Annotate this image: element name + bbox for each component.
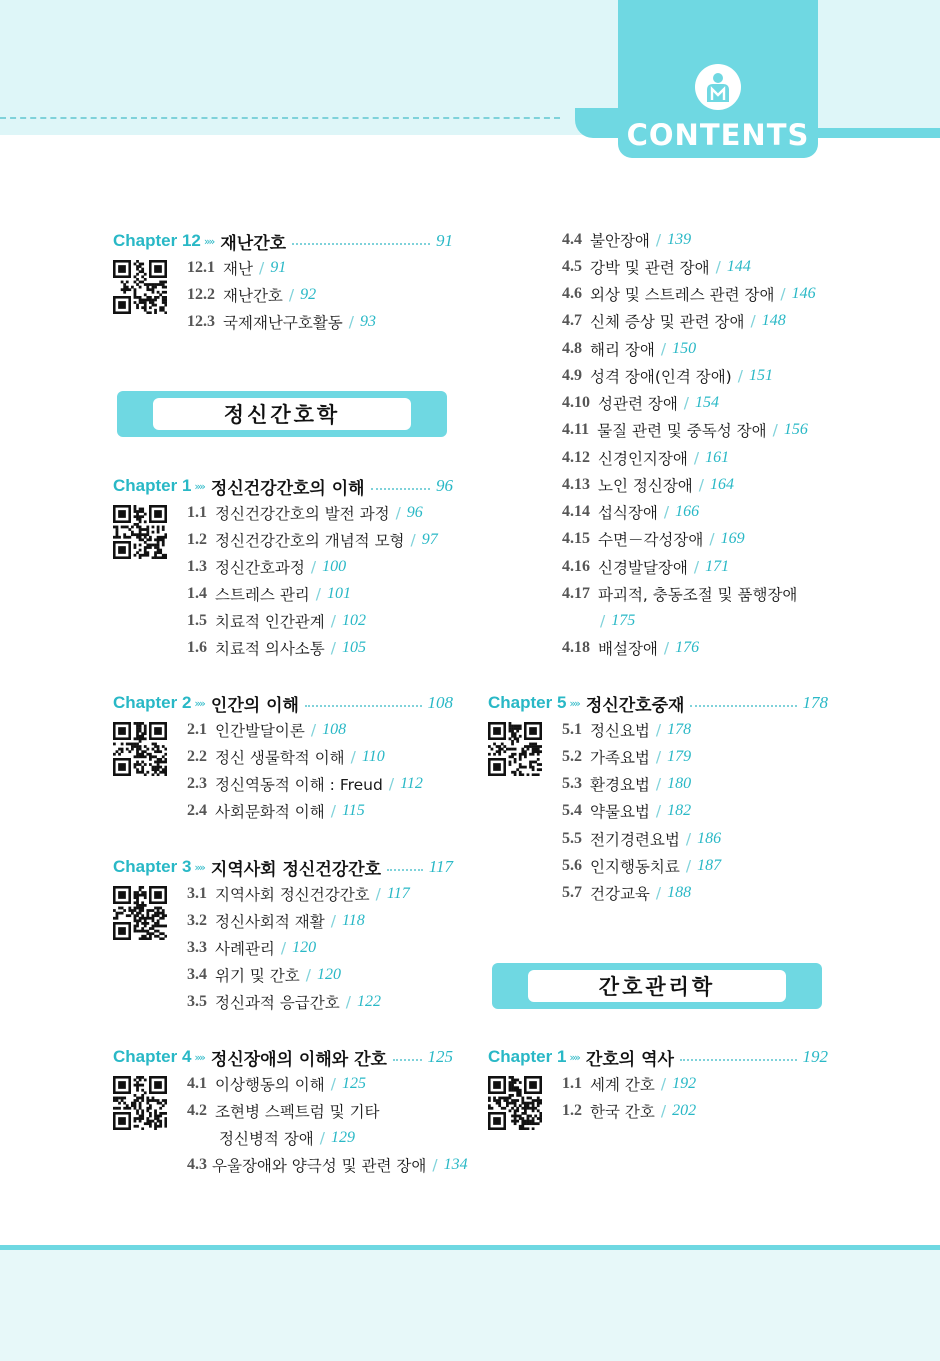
item-title: 정신요법 (590, 722, 650, 740)
chapter-arrow: »» (194, 1050, 204, 1064)
nurse-logo-icon (695, 64, 741, 110)
item-number: 12.3 (187, 313, 215, 330)
item-page: 120 (292, 939, 317, 956)
toc-item[interactable] (562, 255, 751, 279)
item-separator: / (280, 939, 287, 957)
item-page: 91 (270, 259, 287, 276)
item-title: 재난간호 (223, 287, 283, 305)
toc-item[interactable] (562, 309, 786, 333)
item-number: 4.1 (187, 1075, 207, 1092)
chapter-label: Chapter 2 (113, 693, 192, 712)
section-banner-management (492, 963, 822, 1009)
item-number: 1.2 (562, 1102, 582, 1119)
item-title: 정신과적 응급간호 (215, 994, 340, 1012)
item-page: 186 (697, 830, 722, 847)
item-number: 4.11 (562, 421, 590, 438)
toc-item[interactable] (187, 936, 316, 960)
item-number: 12.2 (187, 286, 215, 303)
item-page: 110 (361, 748, 385, 765)
item-title: 사회문화적 이해 (215, 803, 325, 821)
item-title: 전기경련요법 (590, 831, 680, 849)
item-number: 1.5 (187, 612, 207, 629)
item-number: 4.15 (562, 530, 590, 547)
item-separator: / (330, 612, 336, 630)
chapter-page: 178 (802, 693, 828, 712)
qr-code-icon[interactable] (488, 722, 542, 776)
item-separator: / (348, 313, 355, 331)
item-page: 150 (672, 340, 697, 357)
item-title: 우울장애와 양극성 및 관련 장애 (212, 1157, 427, 1175)
leader-dots (371, 488, 430, 490)
toc-item[interactable] (562, 745, 691, 769)
item-title: 섭식장애 (598, 504, 658, 522)
item-title: 배설장애 (598, 640, 658, 658)
chapter-arrow: »» (569, 1050, 579, 1064)
qr-code-icon[interactable] (113, 260, 167, 314)
item-title: 정신 생물학적 이해 (215, 749, 345, 767)
leader-dots (292, 243, 430, 245)
item-separator: / (663, 639, 670, 657)
section-title: 간호관리학 (528, 970, 786, 1002)
chapter-page: 108 (427, 693, 453, 712)
leader-dots (393, 1059, 422, 1061)
item-page: 105 (341, 639, 366, 656)
leader-dots (680, 1059, 797, 1061)
toc-item[interactable] (187, 909, 365, 933)
item-page: 100 (322, 558, 347, 575)
item-title: 치료적 의사소통 (215, 640, 325, 658)
item-number: 3.4 (187, 966, 207, 983)
item-title: 정신건강간호의 개념적 모형 (215, 532, 405, 550)
toc-item[interactable] (187, 609, 366, 633)
toc-item[interactable] (562, 881, 691, 905)
item-separator: / (685, 857, 692, 875)
item-number: 2.1 (187, 721, 207, 738)
section-title: 정신간호학 (153, 398, 411, 430)
item-page: 171 (705, 558, 730, 575)
item-number: 1.1 (187, 504, 207, 521)
item-number: 4.17 (562, 585, 590, 602)
item-number: 4.14 (562, 503, 590, 520)
chapter-arrow: »» (569, 696, 579, 710)
qr-code-icon[interactable] (113, 722, 167, 776)
item-number: 4.7 (562, 312, 582, 329)
item-separator: / (660, 1102, 667, 1120)
item-title: 환경요법 (590, 776, 650, 794)
chapter-label: Chapter 5 (488, 693, 567, 712)
item-title: 건강교육 (590, 885, 650, 903)
item-title: 정신건강간호의 발전 과정 (215, 505, 390, 523)
toc-item[interactable] (187, 1099, 380, 1123)
item-title: 지역사회 정신건강간호 (215, 886, 370, 904)
toc-item[interactable] (562, 282, 816, 306)
item-page: 164 (710, 476, 734, 493)
chapter-heading[interactable] (113, 473, 453, 499)
item-separator: / (780, 285, 786, 303)
item-title: 세계 간호 (590, 1076, 655, 1094)
toc-item[interactable] (562, 446, 729, 470)
item-number: 1.4 (187, 585, 207, 602)
item-separator: / (258, 259, 265, 277)
item-number: 5.5 (562, 830, 582, 847)
toc-item[interactable] (187, 1072, 366, 1096)
item-page: 148 (761, 312, 786, 329)
item-page: 125 (341, 1075, 366, 1092)
item-separator: / (693, 558, 700, 576)
item-separator: / (698, 476, 704, 494)
item-number: 4.6 (562, 285, 582, 302)
toc-item[interactable] (562, 555, 729, 579)
item-number: 4.2 (187, 1102, 207, 1119)
item-number: 5.1 (562, 721, 582, 738)
toc-item[interactable] (187, 990, 381, 1014)
item-separator: / (663, 503, 670, 521)
item-number: 12.1 (187, 259, 215, 276)
chapter-title: 간호의 역사 (585, 1049, 674, 1070)
chapter-label: Chapter 1 (113, 476, 192, 495)
item-separator: / (660, 1075, 667, 1093)
chapter-heading[interactable] (488, 690, 828, 716)
qr-code-icon[interactable] (488, 1076, 542, 1130)
item-title: 인간발달이론 (215, 722, 305, 740)
item-page: 187 (697, 857, 722, 874)
item-title: 정신역동적 이해 : Freud (215, 776, 383, 794)
item-page: 146 (791, 285, 816, 302)
item-number: 4.5 (562, 258, 582, 275)
header-tab-notch (575, 108, 623, 138)
item-separator: / (350, 748, 356, 766)
item-title: 정신병적 장애 (219, 1130, 314, 1148)
toc-item[interactable] (187, 582, 351, 606)
toc-item[interactable] (562, 854, 721, 878)
item-separator: / (330, 639, 336, 657)
chapter-arrow: »» (194, 479, 204, 493)
item-number: 2.3 (187, 775, 207, 792)
item-title: 인지행동치료 (590, 858, 680, 876)
item-number: 4.12 (562, 449, 590, 466)
item-page: 102 (341, 612, 366, 629)
item-page: 151 (748, 367, 773, 384)
item-number: 3.2 (187, 912, 207, 929)
item-title: 국제재난구호활동 (223, 314, 343, 332)
contents-title: CONTENTS (626, 118, 810, 152)
item-title: 성격 장애(인격 장애) (590, 368, 732, 386)
item-separator: / (655, 721, 662, 739)
item-number: 3.1 (187, 885, 207, 902)
item-number: 4.3 (187, 1156, 207, 1173)
item-page: 175 (611, 612, 636, 629)
item-title: 치료적 인간관계 (215, 613, 325, 631)
item-page: 139 (667, 231, 692, 248)
item-number: 1.6 (187, 639, 207, 656)
item-separator: / (655, 802, 662, 820)
item-separator: / (685, 830, 692, 848)
toc-item[interactable] (562, 527, 745, 551)
section-banner-psychiatric (117, 391, 447, 437)
item-title: 신경발달장애 (598, 559, 688, 577)
item-page: 96 (406, 504, 423, 521)
header-tab-strip (818, 128, 940, 138)
chapter-label: Chapter 4 (113, 1047, 192, 1066)
item-title: 신체 증상 및 관련 장애 (590, 313, 745, 331)
qr-code-icon[interactable] (113, 505, 167, 559)
item-separator: / (655, 231, 662, 249)
item-separator: / (310, 721, 317, 739)
item-separator: / (330, 912, 336, 930)
item-separator: / (715, 258, 721, 276)
item-separator: / (660, 340, 667, 358)
item-title: 강박 및 관련 장애 (590, 259, 710, 277)
toc-item[interactable] (187, 501, 423, 525)
item-page: 118 (341, 912, 365, 929)
item-title: 성관련 장애 (598, 395, 678, 413)
item-page: 117 (386, 885, 410, 902)
item-separator: / (305, 966, 311, 984)
chapter-label: Chapter 1 (488, 1047, 567, 1066)
item-separator: / (288, 286, 295, 304)
toc-item[interactable] (562, 364, 773, 388)
item-separator: / (432, 1156, 438, 1174)
toc-item[interactable] (187, 1153, 468, 1177)
item-title: 수면－각성장애 (598, 531, 704, 549)
item-title: 해리 장애 (590, 341, 655, 359)
toc-item[interactable] (562, 228, 691, 252)
toc-item[interactable] (187, 283, 316, 307)
header-dashed-line (0, 117, 560, 119)
item-number: 4.13 (562, 476, 590, 493)
item-number: 2.4 (187, 802, 207, 819)
item-separator: / (750, 312, 756, 330)
item-number: 5.3 (562, 775, 582, 792)
item-separator: / (693, 449, 700, 467)
item-number: 5.6 (562, 857, 582, 874)
chapter-title: 정신장애의 이해와 간호 (210, 1049, 387, 1070)
item-number: 4.8 (562, 340, 582, 357)
item-separator: / (737, 367, 743, 385)
item-number: 4.10 (562, 394, 590, 411)
item-page: 182 (667, 802, 692, 819)
chapter-heading[interactable] (488, 1044, 828, 1070)
toc-item[interactable] (562, 391, 719, 415)
item-title: 약물요법 (590, 803, 650, 821)
chapter-page: 125 (427, 1047, 453, 1066)
item-separator: / (655, 748, 662, 766)
item-title: 노인 정신장애 (598, 477, 693, 495)
item-number: 3.3 (187, 939, 207, 956)
item-page: 180 (667, 775, 692, 792)
toc-item[interactable] (562, 772, 691, 796)
item-number: 4.9 (562, 367, 582, 384)
item-number: 4.16 (562, 558, 590, 575)
item-page: 144 (726, 258, 751, 275)
item-page: 115 (341, 802, 365, 819)
toc-item[interactable] (187, 528, 438, 552)
item-title: 위기 및 간호 (215, 967, 300, 985)
item-number: 5.7 (562, 884, 582, 901)
item-page: 179 (667, 748, 692, 765)
item-title: 정신사회적 재활 (215, 913, 325, 931)
toc-item[interactable] (187, 799, 365, 823)
item-separator: / (395, 504, 401, 522)
item-separator: / (683, 394, 690, 412)
item-number: 4.4 (562, 231, 582, 248)
toc-item[interactable] (562, 799, 691, 823)
item-page: 192 (672, 1075, 697, 1092)
item-title: 사례관리 (215, 940, 275, 958)
item-page: 129 (331, 1129, 355, 1146)
item-page: 122 (356, 993, 381, 1010)
item-page: 120 (316, 966, 341, 983)
chapter-title: 정신건강간호의 이해 (210, 478, 365, 499)
toc-item[interactable] (187, 963, 341, 987)
qr-code-icon[interactable] (113, 886, 167, 940)
qr-code-icon[interactable] (113, 1076, 167, 1130)
toc-item[interactable] (562, 636, 699, 660)
item-number: 5.2 (562, 748, 582, 765)
item-page: 93 (360, 313, 377, 330)
item-separator: / (600, 612, 606, 630)
item-title: 조현병 스펙트럼 및 기타 (215, 1103, 380, 1121)
item-title: 신경인지장애 (598, 450, 688, 468)
item-separator: / (709, 530, 715, 548)
toc-item-continued[interactable] (594, 609, 635, 633)
toc-item[interactable] (562, 418, 808, 442)
item-separator: / (388, 775, 395, 793)
item-page: 101 (327, 585, 351, 602)
item-number: 1.2 (187, 531, 207, 548)
footer-band (0, 1250, 940, 1361)
chapter-title: 정신간호중재 (585, 695, 685, 716)
item-number: 3.5 (187, 993, 207, 1010)
chapter-title: 지역사회 정신건강간호 (210, 859, 382, 880)
leader-dots (305, 705, 422, 707)
item-page: 161 (705, 449, 730, 466)
item-page: 112 (400, 775, 423, 792)
item-page: 92 (300, 286, 317, 303)
item-separator: / (772, 421, 778, 439)
item-page: 156 (783, 421, 808, 438)
item-number: 4.18 (562, 639, 590, 656)
item-separator: / (375, 885, 381, 903)
chapter-label: Chapter 12 (113, 231, 201, 250)
item-separator: / (410, 531, 416, 549)
item-page: 97 (421, 531, 438, 548)
chapter-title: 재난간호 (220, 233, 287, 254)
chapter-title: 인간의 이해 (210, 695, 299, 716)
leader-dots (387, 869, 423, 871)
toc-item[interactable] (562, 473, 734, 497)
item-title: 외상 및 스트레스 관련 장애 (590, 286, 775, 304)
toc-item[interactable] (562, 718, 691, 742)
chapter-page: 192 (802, 1047, 828, 1066)
item-title: 불안장애 (590, 232, 650, 250)
item-title: 한국 간호 (590, 1103, 655, 1121)
item-page: 169 (720, 530, 745, 547)
item-separator: / (310, 558, 317, 576)
item-separator: / (655, 884, 662, 902)
toc-item[interactable] (187, 636, 366, 660)
toc-item-continued[interactable] (219, 1126, 355, 1150)
item-separator: / (330, 1075, 336, 1093)
item-page: 166 (675, 503, 700, 520)
item-separator: / (330, 802, 336, 820)
toc-item[interactable] (562, 827, 721, 851)
chapter-heading[interactable] (113, 1044, 453, 1070)
chapter-label: Chapter 3 (113, 857, 192, 876)
toc-item[interactable] (187, 772, 423, 796)
chapter-arrow: »» (194, 696, 204, 710)
item-number: 1.1 (562, 1075, 582, 1092)
item-title: 물질 관련 및 중독성 장애 (597, 422, 767, 440)
item-title: 이상행동의 이해 (215, 1076, 325, 1094)
toc-item[interactable] (562, 337, 696, 361)
item-title: 파괴적, 충동조절 및 품행장애 (598, 586, 798, 604)
chapter-page: 96 (436, 476, 453, 495)
item-title: 정신간호과정 (215, 559, 305, 577)
item-number: 5.4 (562, 802, 582, 819)
item-page: 108 (322, 721, 347, 738)
item-separator: / (345, 993, 351, 1011)
item-title: 가족요법 (590, 749, 650, 767)
item-page: 154 (695, 394, 720, 411)
item-separator: / (655, 775, 662, 793)
toc-item[interactable] (562, 582, 797, 606)
toc-item[interactable] (187, 882, 410, 906)
toc-item[interactable] (187, 718, 346, 742)
chapter-heading[interactable] (113, 854, 453, 880)
item-title: 스트레스 관리 (215, 586, 310, 604)
item-page: 202 (672, 1102, 697, 1119)
item-page: 188 (667, 884, 692, 901)
chapter-arrow: »» (203, 234, 214, 248)
toc-item[interactable] (562, 1099, 696, 1123)
chapter-heading[interactable] (113, 228, 453, 254)
item-page: 176 (675, 639, 700, 656)
item-page: 134 (443, 1156, 468, 1173)
chapter-page: 117 (428, 857, 453, 876)
chapter-page: 91 (436, 231, 453, 250)
item-title: 재난 (223, 260, 253, 278)
toc-item[interactable] (187, 745, 385, 769)
item-separator: / (315, 585, 321, 603)
item-number: 1.3 (187, 558, 207, 575)
toc-item[interactable] (187, 555, 346, 579)
item-separator: / (319, 1129, 325, 1147)
item-page: 178 (667, 721, 692, 738)
toc-item[interactable] (187, 310, 376, 334)
toc-item[interactable] (562, 500, 699, 524)
toc-item[interactable] (187, 256, 286, 280)
chapter-arrow: »» (194, 860, 204, 874)
chapter-heading[interactable] (113, 690, 453, 716)
toc-item[interactable] (562, 1072, 696, 1096)
item-number: 2.2 (187, 748, 207, 765)
leader-dots (690, 705, 796, 707)
